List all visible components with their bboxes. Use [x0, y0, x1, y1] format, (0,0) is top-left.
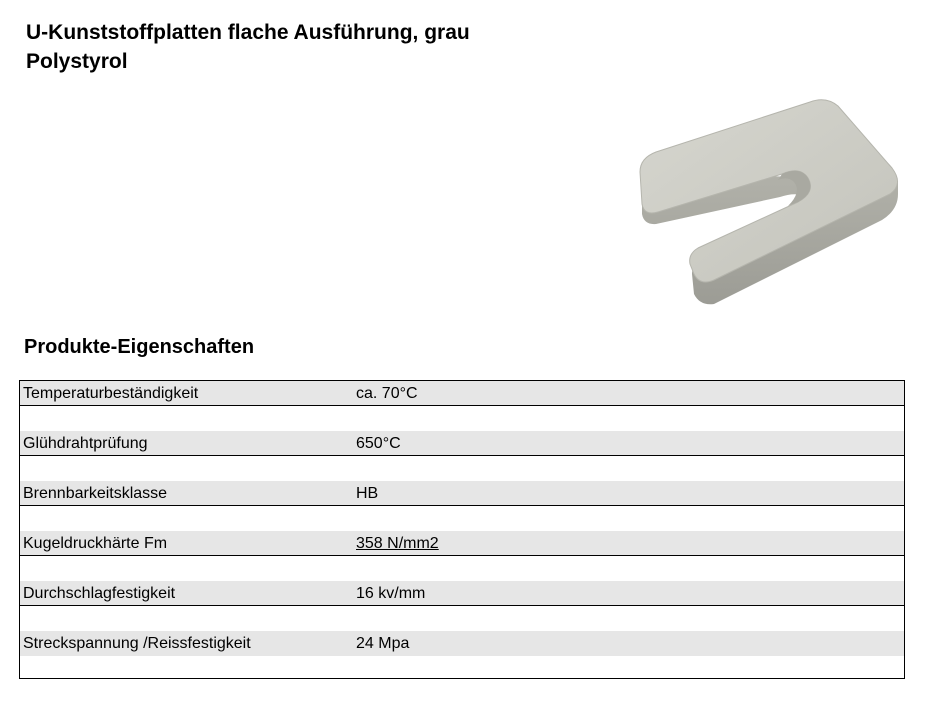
property-name: Kugeldruckhärte Fm	[23, 535, 168, 552]
property-name: Streckspannung /Reissfestigkeit	[23, 635, 251, 652]
table-row	[20, 631, 904, 656]
row-divider	[20, 505, 904, 506]
property-name: Brennbarkeitsklasse	[23, 485, 168, 502]
table-row	[20, 481, 904, 506]
properties-table	[19, 380, 905, 679]
row-divider	[20, 555, 904, 556]
property-value: ca. 70°C	[356, 385, 418, 402]
section-heading-properties: Produkte-Eigenschaften	[24, 336, 255, 358]
row-divider	[20, 405, 904, 406]
table-row	[20, 581, 904, 606]
u-shaped-plastic-shim-icon	[630, 92, 910, 317]
table-row	[20, 431, 904, 456]
property-value: 16 kv/mm	[356, 585, 426, 602]
table-row	[20, 381, 904, 406]
property-value: HB	[356, 485, 379, 502]
title-line-product: U-Kunststoffplatten flache Ausführung, grau	[26, 21, 470, 44]
property-value: 358 N/mm2	[356, 535, 439, 552]
property-value: 650°C	[356, 435, 401, 452]
row-divider	[20, 605, 904, 606]
table-row	[20, 531, 904, 556]
property-name: Glühdrahtprüfung	[23, 435, 148, 452]
page-title	[26, 18, 470, 76]
property-name: Temperaturbeständigkeit	[23, 385, 199, 402]
property-name: Durchschlagfestigkeit	[23, 585, 176, 602]
property-value: 24 Mpa	[356, 635, 410, 652]
row-divider	[20, 455, 904, 456]
title-line-material: Polystyrol	[26, 50, 128, 73]
